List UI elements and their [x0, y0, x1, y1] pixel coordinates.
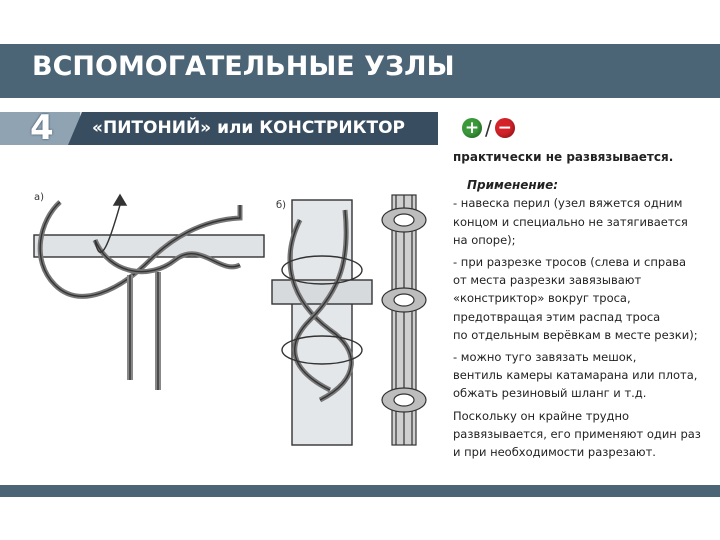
rope-knot — [382, 388, 426, 412]
usage-item: - навеска перил (узел вяжется одним концом и специально не затягивается на опоре); — [453, 196, 688, 247]
footer-band — [0, 485, 720, 497]
knot-name: «ПИТОНИЙ» или КОНСТРИКТОР — [92, 118, 405, 138]
figure-label-a: а) — [34, 192, 45, 203]
figure-label-b: б) — [276, 200, 287, 211]
rope-constrictor-knots — [382, 195, 426, 445]
usage-item: - при разрезке тросов (слева и справа от места разрезки завязывают «констриктор» вокруг троса, предотвращая этим распад троса по отдельным верёвкам в месте резки); — [453, 255, 698, 342]
figure-a-bar — [34, 235, 264, 257]
rating-separator: / — [485, 116, 492, 140]
closing-note: Поскольку он крайне трудно развязывается, его применяют один раз и при необходимости разрезают. — [453, 408, 701, 460]
figure-a-knot — [34, 195, 264, 390]
rating — [462, 117, 515, 139]
knot-illustrations — [0, 180, 450, 450]
rope-knot — [382, 288, 426, 312]
rope-knot — [382, 208, 426, 232]
page-title: ВСПОМОГАТЕЛЬНЫЕ УЗЛЫ — [32, 51, 455, 82]
main-note: практически не развязывается. — [453, 150, 674, 164]
plus-circle-icon: + — [462, 118, 482, 138]
minus-circle-icon: − — [495, 118, 515, 138]
usage-item: - можно туго завязать мешок, вентиль камеры катамарана или плота, обжать резиновый шланг и т.д. — [453, 350, 698, 401]
usage-heading: Применение: — [467, 178, 559, 193]
section-number: 4 — [30, 108, 54, 148]
figure-b-knot — [272, 200, 372, 445]
description — [453, 148, 715, 461]
